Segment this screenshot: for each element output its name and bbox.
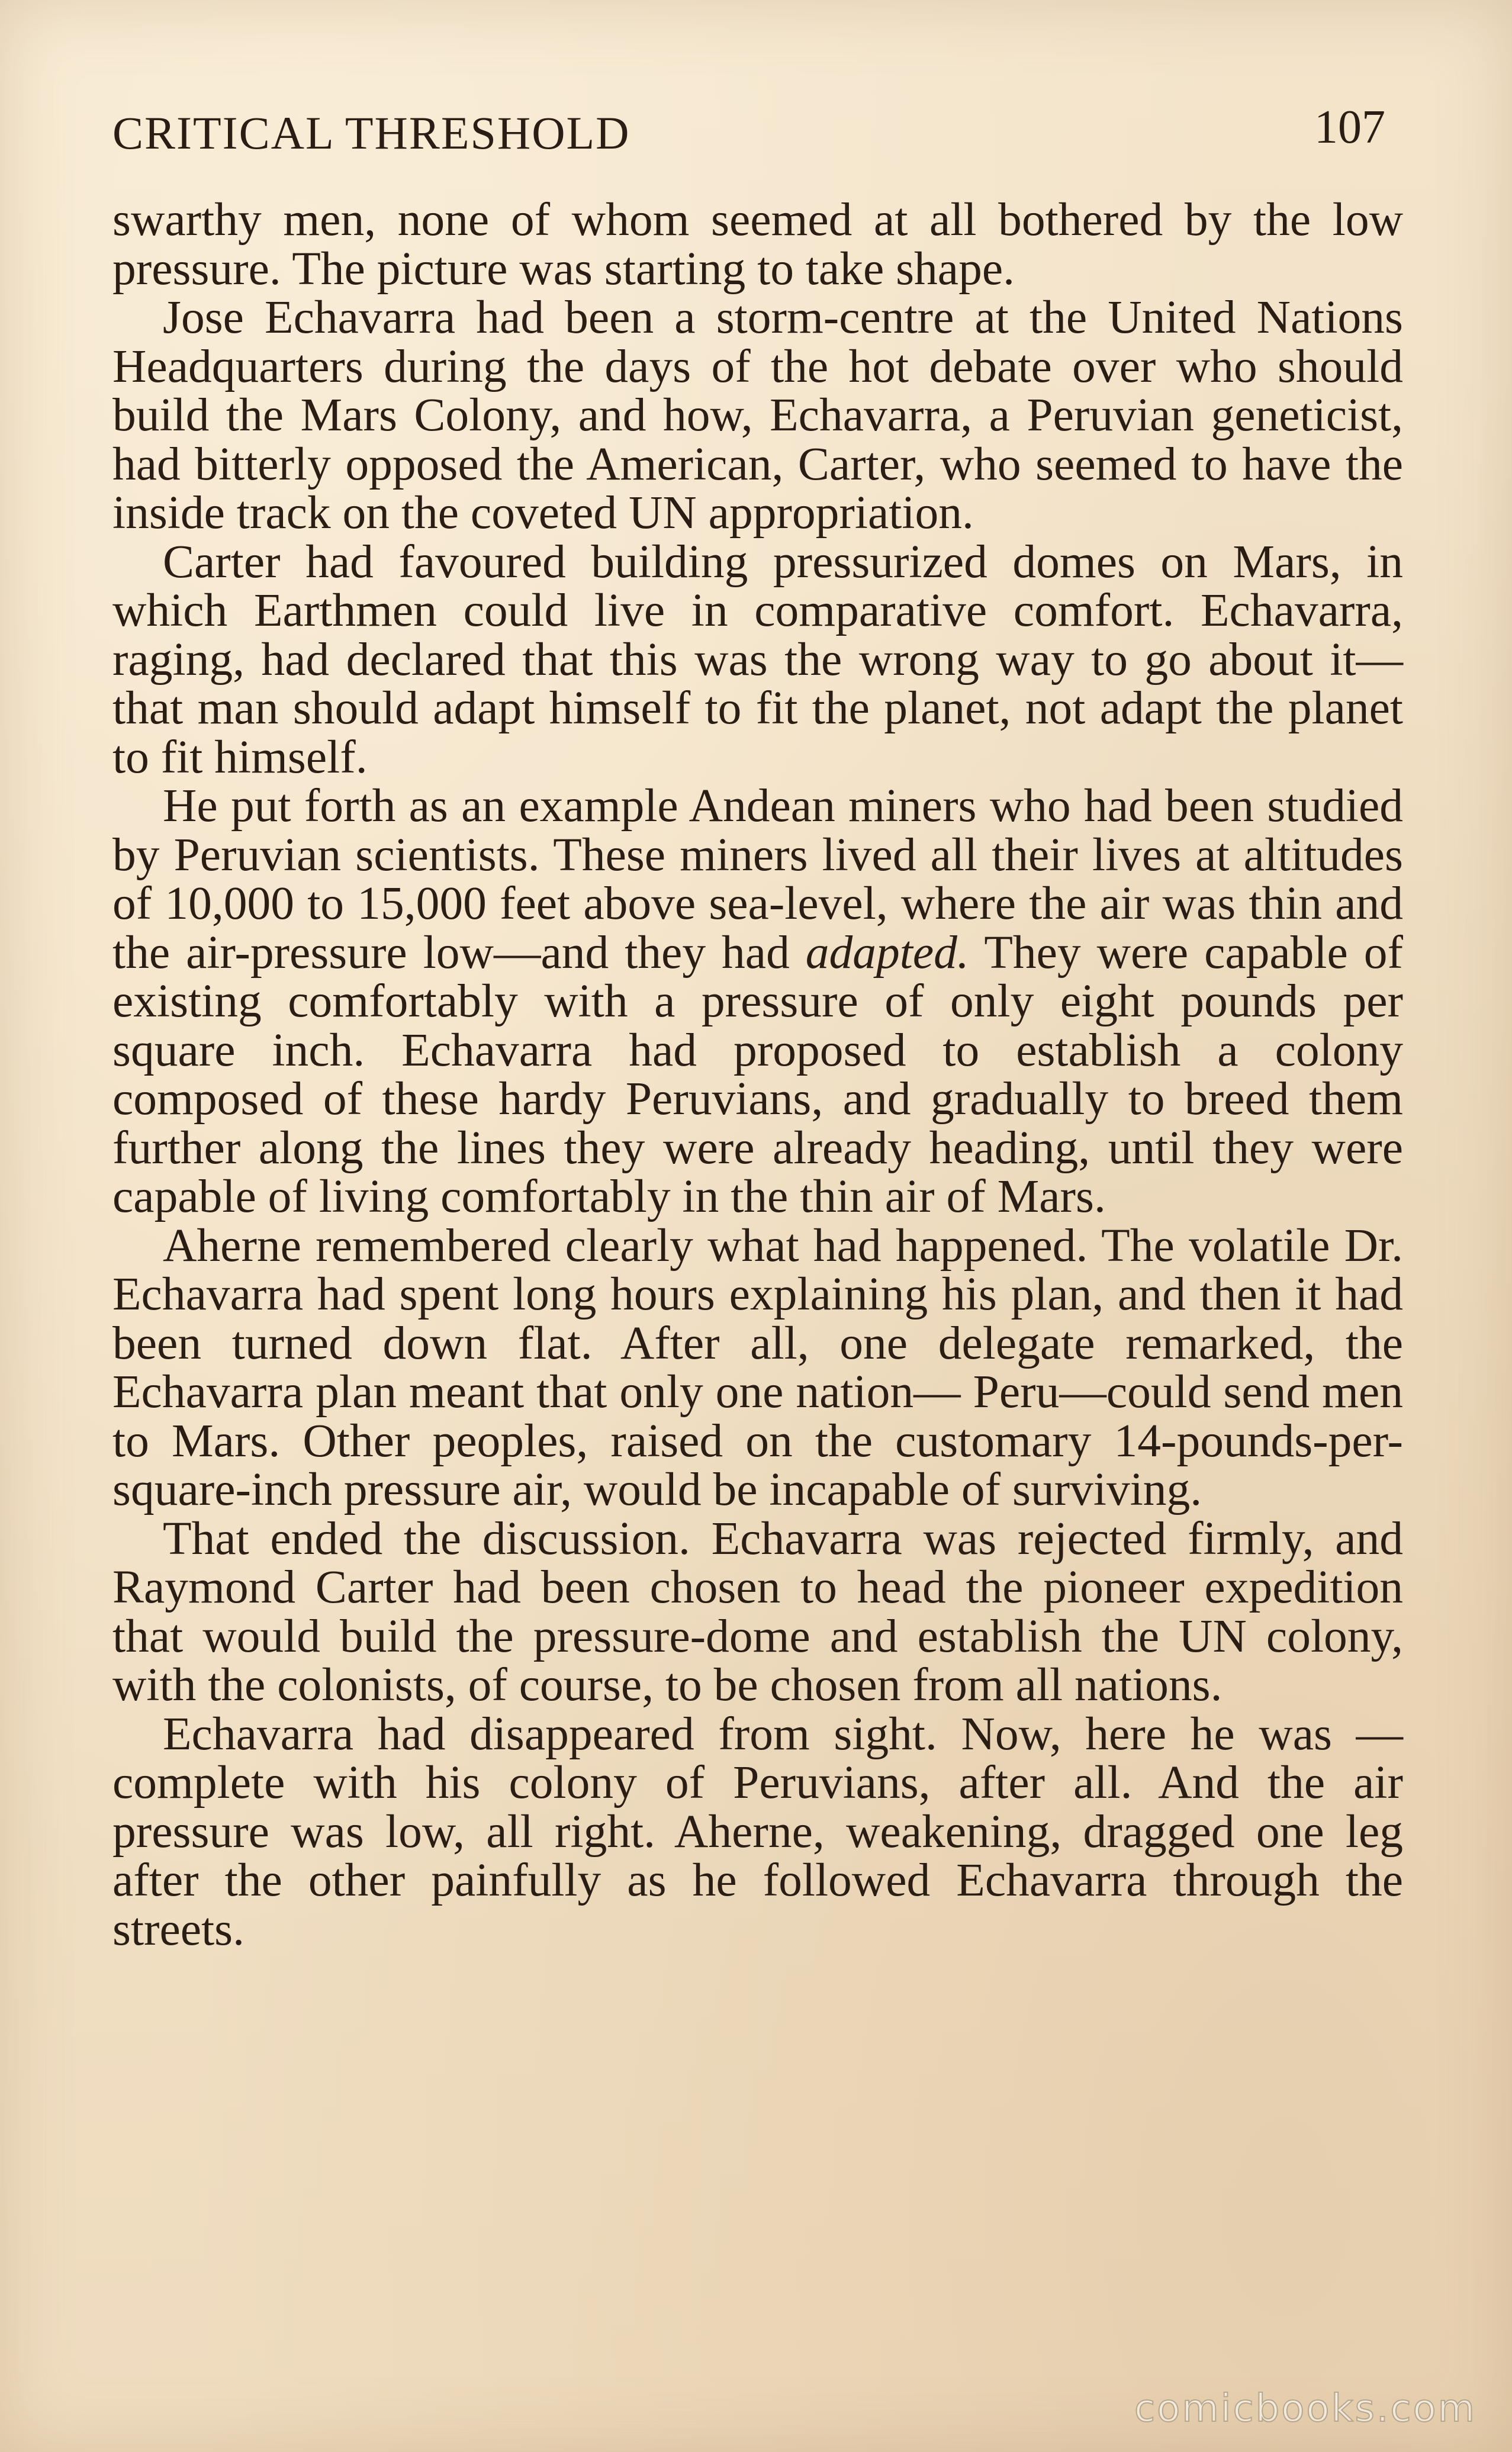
page-number: 107 xyxy=(1314,101,1385,153)
paragraph-4-lead: He put forth as an example Andean miners who had been studied by Peruvian scientists. These miners lived all their lives at altitudes of 10,000 to 15,000 feet above sea-level, where the air was thin and the air-pressure low—and they had xyxy=(112,780,1403,979)
paragraph-5: Aherne remembered clearly what had happened. The volatile Dr. Echavarra had spent long hours explaining his plan, and then it had been turned down flat. After all, one delegate remarked, the Echavarra plan meant that only one nation— Peru—could send men to Mars. Other peoples, raised on the customary 14-pounds-per-square-inch pressure air, would be incapable of surviving. xyxy=(112,1219,1403,1515)
paragraph-2: Jose Echavarra had been a storm-centre at the United Nations Headquarters during the days of the hot debate over who should build the Mars Colony, and how, Echavarra, a Peruvian geneticist, had bitterly opposed the American, Carter, who seemed to have the inside track on the coveted UN appropriation. xyxy=(112,291,1403,539)
body-text xyxy=(112,195,1403,1954)
watermark: comicbooks.com xyxy=(1134,2387,1476,2431)
running-title: CRITICAL THRESHOLD xyxy=(112,107,630,159)
paragraph-4-emphasis: adapted. xyxy=(805,926,969,979)
running-head xyxy=(112,101,1391,166)
paragraph-1: swarthy men, none of whom seemed at all bothered by the low pressure. The picture was starting to take shape. xyxy=(112,194,1403,295)
paragraph-3: Carter had favoured building pressurized domes on Mars, in which Earthmen could live in comparative comfort. Echavarra, raging, had declared that this was the wrong way to go about it—that man should adapt himself to fit the planet, not adapt the planet to fit himself. xyxy=(112,535,1403,783)
paragraph-4-rest: They were capable of existing comfortably with a pressure of only eight pounds per square inch. Echavarra had proposed to establish a colony composed of these hardy Peruvians, and gradually to breed them further along the lines they were already heading, until they were capable of living comfortably in the thin air of Mars. xyxy=(112,926,1403,1222)
paragraph-6: That ended the discussion. Echavarra was rejected firmly, and Raymond Carter had been chosen to head the pioneer expedition that would build the pressure-dome and establish the UN colony, with the colonists, of course, to be chosen from all nations. xyxy=(112,1512,1403,1711)
paragraph-7: Echavarra had disappeared from sight. Now, here he was —complete with his colony of Peruvians, after all. And the air pressure was low, all right. Aherne, weakening, dragged one leg after the other painfully as he followed Echavarra through the streets. xyxy=(112,1707,1403,1955)
paragraph-4 xyxy=(112,781,1403,1221)
